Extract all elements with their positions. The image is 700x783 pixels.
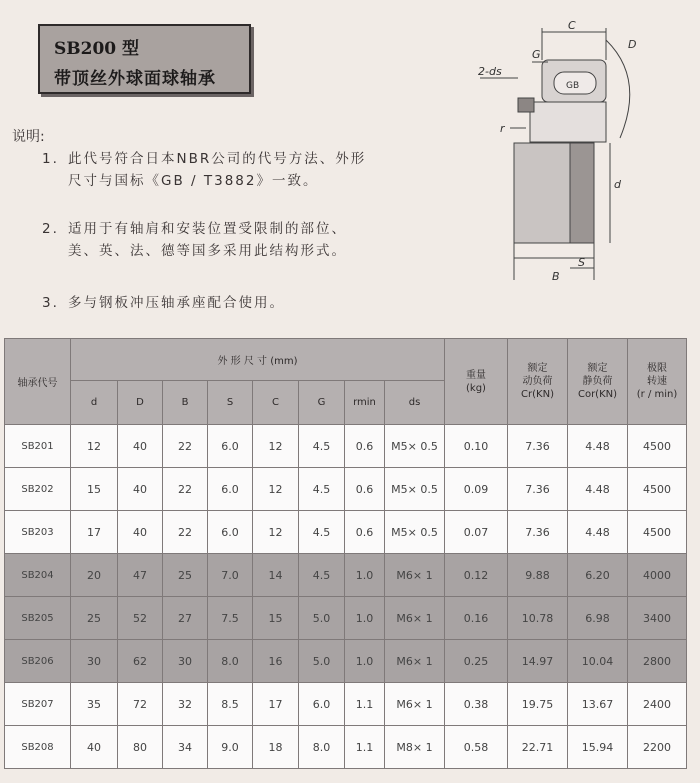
table-cell: 0.12 <box>445 554 508 597</box>
note-3-text: 多与钢板冲压轴承座配合使用。 <box>68 295 285 311</box>
header-col-rmin: rmin <box>345 381 385 425</box>
table-row <box>5 726 687 769</box>
table-row <box>5 683 687 726</box>
table-row <box>5 554 687 597</box>
table-cell: 22 <box>163 425 208 468</box>
table-cell: 4.5 <box>299 511 345 554</box>
bearing-spec-table <box>4 338 687 769</box>
cell-code: SB206 <box>5 640 71 683</box>
label-g: G <box>532 48 541 61</box>
table-cell: 2200 <box>628 726 687 769</box>
header-code: 轴承代号 <box>5 339 71 425</box>
table-cell: 40 <box>118 425 163 468</box>
header-col-D: D <box>118 381 163 425</box>
table-cell: M6× 1 <box>385 554 445 597</box>
table-cell: 80 <box>118 726 163 769</box>
inner-ring <box>530 102 606 142</box>
header-row-1 <box>5 339 687 381</box>
table-cell: 22 <box>163 468 208 511</box>
table-cell: 1.1 <box>345 726 385 769</box>
table-cell: 32 <box>163 683 208 726</box>
table-cell: M6× 1 <box>385 597 445 640</box>
table-cell: 7.36 <box>508 511 568 554</box>
cell-code: SB208 <box>5 726 71 769</box>
table-cell: 22 <box>163 511 208 554</box>
title-model: SB200 型 <box>54 39 140 59</box>
table-cell: M8× 1 <box>385 726 445 769</box>
note-1-text: 此代号符合日本NBR公司的代号方法、外形尺寸与国标《GB / T3882》一致。 <box>68 151 367 189</box>
table-cell: 0.6 <box>345 511 385 554</box>
table-cell: 12 <box>71 425 118 468</box>
cell-code: SB204 <box>5 554 71 597</box>
table-cell: 4500 <box>628 425 687 468</box>
table-cell: 30 <box>71 640 118 683</box>
table-cell: 15 <box>253 597 299 640</box>
table-cell: 12 <box>253 511 299 554</box>
table-cell: M6× 1 <box>385 640 445 683</box>
cell-code: SB207 <box>5 683 71 726</box>
table-cell: 35 <box>71 683 118 726</box>
label-s: S <box>578 256 585 269</box>
table-cell: 6.98 <box>568 597 628 640</box>
table-cell: 4500 <box>628 468 687 511</box>
header-col-B: B <box>163 381 208 425</box>
table-cell: 40 <box>118 511 163 554</box>
title-box <box>38 24 251 94</box>
table-cell: 1.0 <box>345 640 385 683</box>
table-cell: 15 <box>71 468 118 511</box>
table-cell: 6.20 <box>568 554 628 597</box>
table-cell: 17 <box>71 511 118 554</box>
table-cell: 4000 <box>628 554 687 597</box>
table-cell: 9.0 <box>208 726 253 769</box>
table-cell: 14.97 <box>508 640 568 683</box>
table-cell: M5× 0.5 <box>385 511 445 554</box>
table-cell: 4.48 <box>568 511 628 554</box>
table-cell: 6.0 <box>208 511 253 554</box>
table-cell: 6.0 <box>299 683 345 726</box>
table-cell: 7.36 <box>508 468 568 511</box>
title-name: 带顶丝外球面球轴承 <box>54 69 216 89</box>
table-cell: 0.07 <box>445 511 508 554</box>
label-gb: GB <box>566 81 580 91</box>
note-1-num: 1. <box>42 151 59 167</box>
cell-code: SB202 <box>5 468 71 511</box>
header-col-ds: ds <box>385 381 445 425</box>
label-D: D <box>628 38 637 51</box>
table-cell: 4.5 <box>299 425 345 468</box>
table-cell: 0.58 <box>445 726 508 769</box>
table-cell: 25 <box>71 597 118 640</box>
header-col-C: C <box>253 381 299 425</box>
table-cell: 2800 <box>628 640 687 683</box>
table-cell: 40 <box>71 726 118 769</box>
cell-code: SB203 <box>5 511 71 554</box>
table-cell: 47 <box>118 554 163 597</box>
table-cell: 72 <box>118 683 163 726</box>
table-cell: 4.5 <box>299 554 345 597</box>
table-cell: 4500 <box>628 511 687 554</box>
table-cell: 6.0 <box>208 468 253 511</box>
table-cell: 10.78 <box>508 597 568 640</box>
table-cell: 3400 <box>628 597 687 640</box>
table-row <box>5 468 687 511</box>
header-cor: 额定 静负荷 Cor(KN) <box>568 339 628 425</box>
table-cell: 0.38 <box>445 683 508 726</box>
table-cell: 0.6 <box>345 468 385 511</box>
bearing-diagram <box>470 18 695 293</box>
table-row <box>5 597 687 640</box>
table-cell: 12 <box>253 425 299 468</box>
table-cell: 10.04 <box>568 640 628 683</box>
label-ds: 2-ds <box>478 65 502 78</box>
header-col-S: S <box>208 381 253 425</box>
table-cell: 20 <box>71 554 118 597</box>
table-cell: 25 <box>163 554 208 597</box>
set-screw <box>518 98 534 112</box>
cell-code: SB201 <box>5 425 71 468</box>
table-cell: 15.94 <box>568 726 628 769</box>
table-cell: 16 <box>253 640 299 683</box>
table-row <box>5 640 687 683</box>
table-cell: 0.09 <box>445 468 508 511</box>
note-3-num: 3. <box>42 295 59 311</box>
table-cell: 13.67 <box>568 683 628 726</box>
table-cell: 52 <box>118 597 163 640</box>
table-cell: 0.6 <box>345 425 385 468</box>
table-cell: M6× 1 <box>385 683 445 726</box>
table-cell: M5× 0.5 <box>385 425 445 468</box>
header-dims-group: 外 形 尺 寸 (mm) <box>71 339 445 381</box>
table-cell: 1.0 <box>345 597 385 640</box>
table-cell: M5× 0.5 <box>385 468 445 511</box>
label-c: C <box>568 19 576 32</box>
table-cell: 4.48 <box>568 468 628 511</box>
table-cell: 5.0 <box>299 640 345 683</box>
shaft-shade <box>570 143 594 243</box>
table-cell: 1.0 <box>345 554 385 597</box>
header-speed: 极限 转速 (r / min) <box>628 339 687 425</box>
label-d: d <box>614 178 621 191</box>
cell-code: SB205 <box>5 597 71 640</box>
table-cell: 2400 <box>628 683 687 726</box>
table-cell: 8.5 <box>208 683 253 726</box>
table-cell: 8.0 <box>299 726 345 769</box>
table-row <box>5 511 687 554</box>
table-cell: 30 <box>163 640 208 683</box>
table-cell: 27 <box>163 597 208 640</box>
table-cell: 18 <box>253 726 299 769</box>
table-cell: 7.5 <box>208 597 253 640</box>
table-cell: 0.16 <box>445 597 508 640</box>
table-cell: 4.5 <box>299 468 345 511</box>
note-2-text: 适用于有轴肩和安装位置受限制的部位、美、英、法、德等国多采用此结构形式。 <box>68 221 347 259</box>
table-cell: 62 <box>118 640 163 683</box>
label-b: B <box>552 270 560 283</box>
table-row <box>5 425 687 468</box>
table-cell: 0.25 <box>445 640 508 683</box>
table-cell: 40 <box>118 468 163 511</box>
table-cell: 7.0 <box>208 554 253 597</box>
header-cr: 额定 动负荷 Cr(KN) <box>508 339 568 425</box>
header-weight: 重量 (kg) <box>445 339 508 425</box>
table-cell: 22.71 <box>508 726 568 769</box>
table-cell: 17 <box>253 683 299 726</box>
table-cell: 9.88 <box>508 554 568 597</box>
table-cell: 12 <box>253 468 299 511</box>
table-cell: 34 <box>163 726 208 769</box>
table-cell: 7.36 <box>508 425 568 468</box>
note-2-num: 2. <box>42 221 59 237</box>
table-cell: 4.48 <box>568 425 628 468</box>
label-r: r <box>500 122 505 135</box>
notes-heading: 说明: <box>12 129 45 145</box>
table-cell: 8.0 <box>208 640 253 683</box>
table-cell: 5.0 <box>299 597 345 640</box>
table-cell: 6.0 <box>208 425 253 468</box>
table-cell: 19.75 <box>508 683 568 726</box>
header-col-d: d <box>71 381 118 425</box>
dim-arc-d <box>606 40 630 138</box>
table-cell: 14 <box>253 554 299 597</box>
table-cell: 0.10 <box>445 425 508 468</box>
table-cell: 1.1 <box>345 683 385 726</box>
header-col-G: G <box>299 381 345 425</box>
